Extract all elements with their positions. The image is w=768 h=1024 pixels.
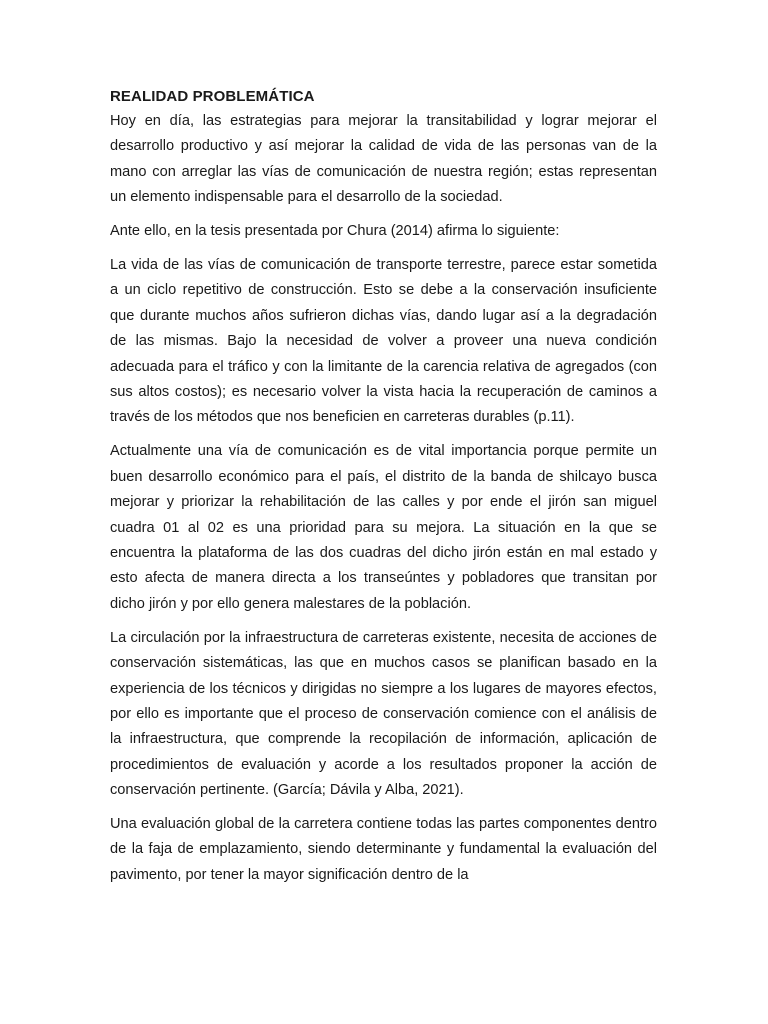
- document-body: [110, 84, 657, 897]
- paragraph-1: Hoy en día, las estrategias para mejorar la transitabilidad y lograr mejorar el desarrollo productivo y así mejorar la calidad de vida de las personas van de la mano con arreglar las vías de comunicación de nuestra región; estas representan un elemento indispensable para el desarrollo de la sociedad.: [110, 113, 657, 206]
- paragraph-3-quote: La vida de las vías de comunicación de transporte terrestre, parece estar sometida a un ciclo repetitivo de construcción. Esto se debe a la conservación insuficiente que durante muchos años sufrieron dichas vías, dando lugar así a la degradación de las mismas. Bajo la necesidad de volver a proveer una nueva condición adecuada para el tráfico y con la limitante de la carencia relativa de agregados (con sus altos costos); es necesario volver la vista hacia la recuperación de caminos a través de los métodos que nos beneficien en carreteras durables (p.11).: [110, 257, 657, 426]
- paragraph-2: Ante ello, en la tesis presentada por Chura (2014) afirma lo siguiente:: [110, 223, 560, 240]
- paragraph-4: Actualmente una vía de comunicación es de vital importancia porque permite un buen desarrollo económico para el país, el distrito de la banda de shilcayo busca mejorar y priorizar la rehabilitación de las calles y por ende el jirón san miguel cuadra 01 al 02 es una prioridad para su mejora. La situación en la que se encuentra la plataforma de las dos cuadras del dicho jirón están en mal estado y esto afecta de manera directa a los transeúntes y pobladores que transitan por dicho jirón y por ello genera malestares de la población.: [110, 443, 657, 612]
- paragraph-6: Una evaluación global de la carretera contiene todas las partes componentes dentro de la faja de emplazamiento, siendo determinante y fundamental la evaluación del pavimento, por tener la mayor significación dentro de la: [110, 816, 657, 883]
- paragraph-5: La circulación por la infraestructura de carreteras existente, necesita de acciones de conservación sistemáticas, las que en muchos casos se planifican basado en la experiencia de los técnicos y dirigidas no siempre a los lugares de mayores efectos, por ello es importante que el proceso de conservación comience con el análisis de la infraestructura, que comprende la recopilación de información, aplicación de procedimientos de evaluación y acorde a los resultados proponer la acción de conservación pertinente. (García; Dávila y Alba, 2021).: [110, 629, 657, 799]
- document-title: REALIDAD PROBLEMÁTICA: [110, 88, 315, 105]
